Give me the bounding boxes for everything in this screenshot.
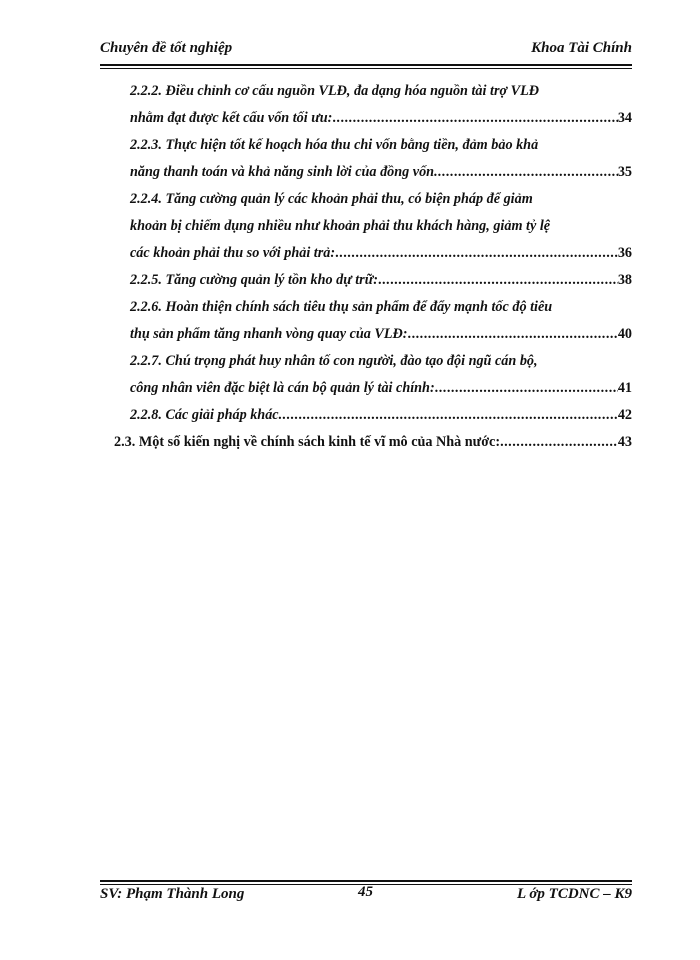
toc-leader-dots	[435, 375, 618, 402]
toc-entry-text: 2.2.2. Điều chỉnh cơ cấu nguồn VLĐ, đa dạng hóa nguồn tài trợ VLĐ	[130, 83, 540, 99]
toc-leader-dots	[332, 105, 617, 132]
toc-entry-text: 2.2.3. Thực hiện tốt kế hoạch hóa thu chi vốn bằng tiền, đảm bảo khả	[130, 137, 539, 153]
toc-page-number: 36	[617, 245, 632, 261]
toc-entry-text: thụ sản phẩm tăng nhanh vòng quay của VLĐ:	[130, 326, 408, 342]
footer-page-number: 45	[358, 884, 373, 900]
toc-entry-2-2-3[interactable]	[100, 132, 632, 186]
toc-entry-text: năng thanh toán và khả năng sinh lời của đồng vốn.	[130, 164, 438, 180]
footer-class: L ớp TCDNC – K9	[517, 886, 632, 902]
toc-entry-text: 2.3. Một số kiến nghị về chính sách kinh tế vĩ mô của Nhà nước:	[114, 434, 501, 450]
header-left-title: Chuyên đề tốt nghiệp	[100, 40, 233, 56]
toc-page-number: 42	[617, 407, 632, 423]
toc-page-number: 34	[617, 110, 632, 126]
page-footer	[100, 886, 632, 908]
header-right-title: Khoa Tài Chính	[531, 40, 632, 56]
toc-entry-text: các khoản phải thu so với phải trả:	[130, 245, 336, 261]
toc-entry-2-2-2[interactable]	[100, 78, 632, 132]
toc-entry-2-2-7[interactable]	[100, 348, 632, 402]
toc-entry-text: khoản bị chiếm dụng nhiều như khoản phải thu khách hàng, giảm tỷ lệ	[130, 218, 551, 234]
toc-entry-2-2-4[interactable]	[100, 186, 632, 267]
toc-leader-dots	[335, 240, 618, 267]
toc-entry-text: nhằm đạt được kết cấu vốn tối ưu:	[130, 110, 333, 126]
toc-leader-dots	[438, 159, 618, 186]
toc-leader-dots	[282, 402, 618, 429]
toc-entry-text: công nhân viên đặc biệt là cán bộ quản lý tài chính:	[130, 380, 435, 396]
toc-leader-dots	[500, 429, 618, 456]
header-rule-thin	[100, 68, 632, 69]
toc-entry-2-3[interactable]	[100, 429, 632, 456]
toc-entry-2-2-8[interactable]	[100, 402, 632, 429]
toc-entry-text: 2.2.7. Chú trọng phát huy nhân tố con người, đào tạo đội ngũ cán bộ,	[130, 353, 538, 369]
toc-entry-text: 2.2.8. Các giải pháp khác.	[130, 407, 283, 423]
toc-page-number: 43	[617, 434, 632, 450]
toc-entry-2-2-6[interactable]	[100, 294, 632, 348]
toc-entry-2-2-5[interactable]	[100, 267, 632, 294]
toc-entry-text: 2.2.4. Tăng cường quản lý các khoản phải thu, có biện pháp để giảm	[130, 191, 533, 207]
header-rule	[100, 64, 632, 66]
toc-leader-dots	[408, 321, 618, 348]
footer-rule	[100, 880, 632, 882]
toc-entry-text: 2.2.5. Tăng cường quản lý tồn kho dự trữ:	[130, 272, 378, 288]
toc-page-number: 41	[617, 380, 632, 396]
toc-page-number: 40	[617, 326, 632, 342]
toc-leader-dots	[378, 267, 618, 294]
toc-page-number: 38	[617, 272, 632, 288]
footer-student-name: SV: Phạm Thành Long	[100, 886, 245, 902]
page-header	[100, 40, 632, 62]
toc-page-number: 35	[617, 164, 632, 180]
toc-entry-text: 2.2.6. Hoàn thiện chính sách tiêu thụ sản phẩm để đẩy mạnh tốc độ tiêu	[130, 299, 553, 315]
table-of-contents	[100, 78, 632, 456]
